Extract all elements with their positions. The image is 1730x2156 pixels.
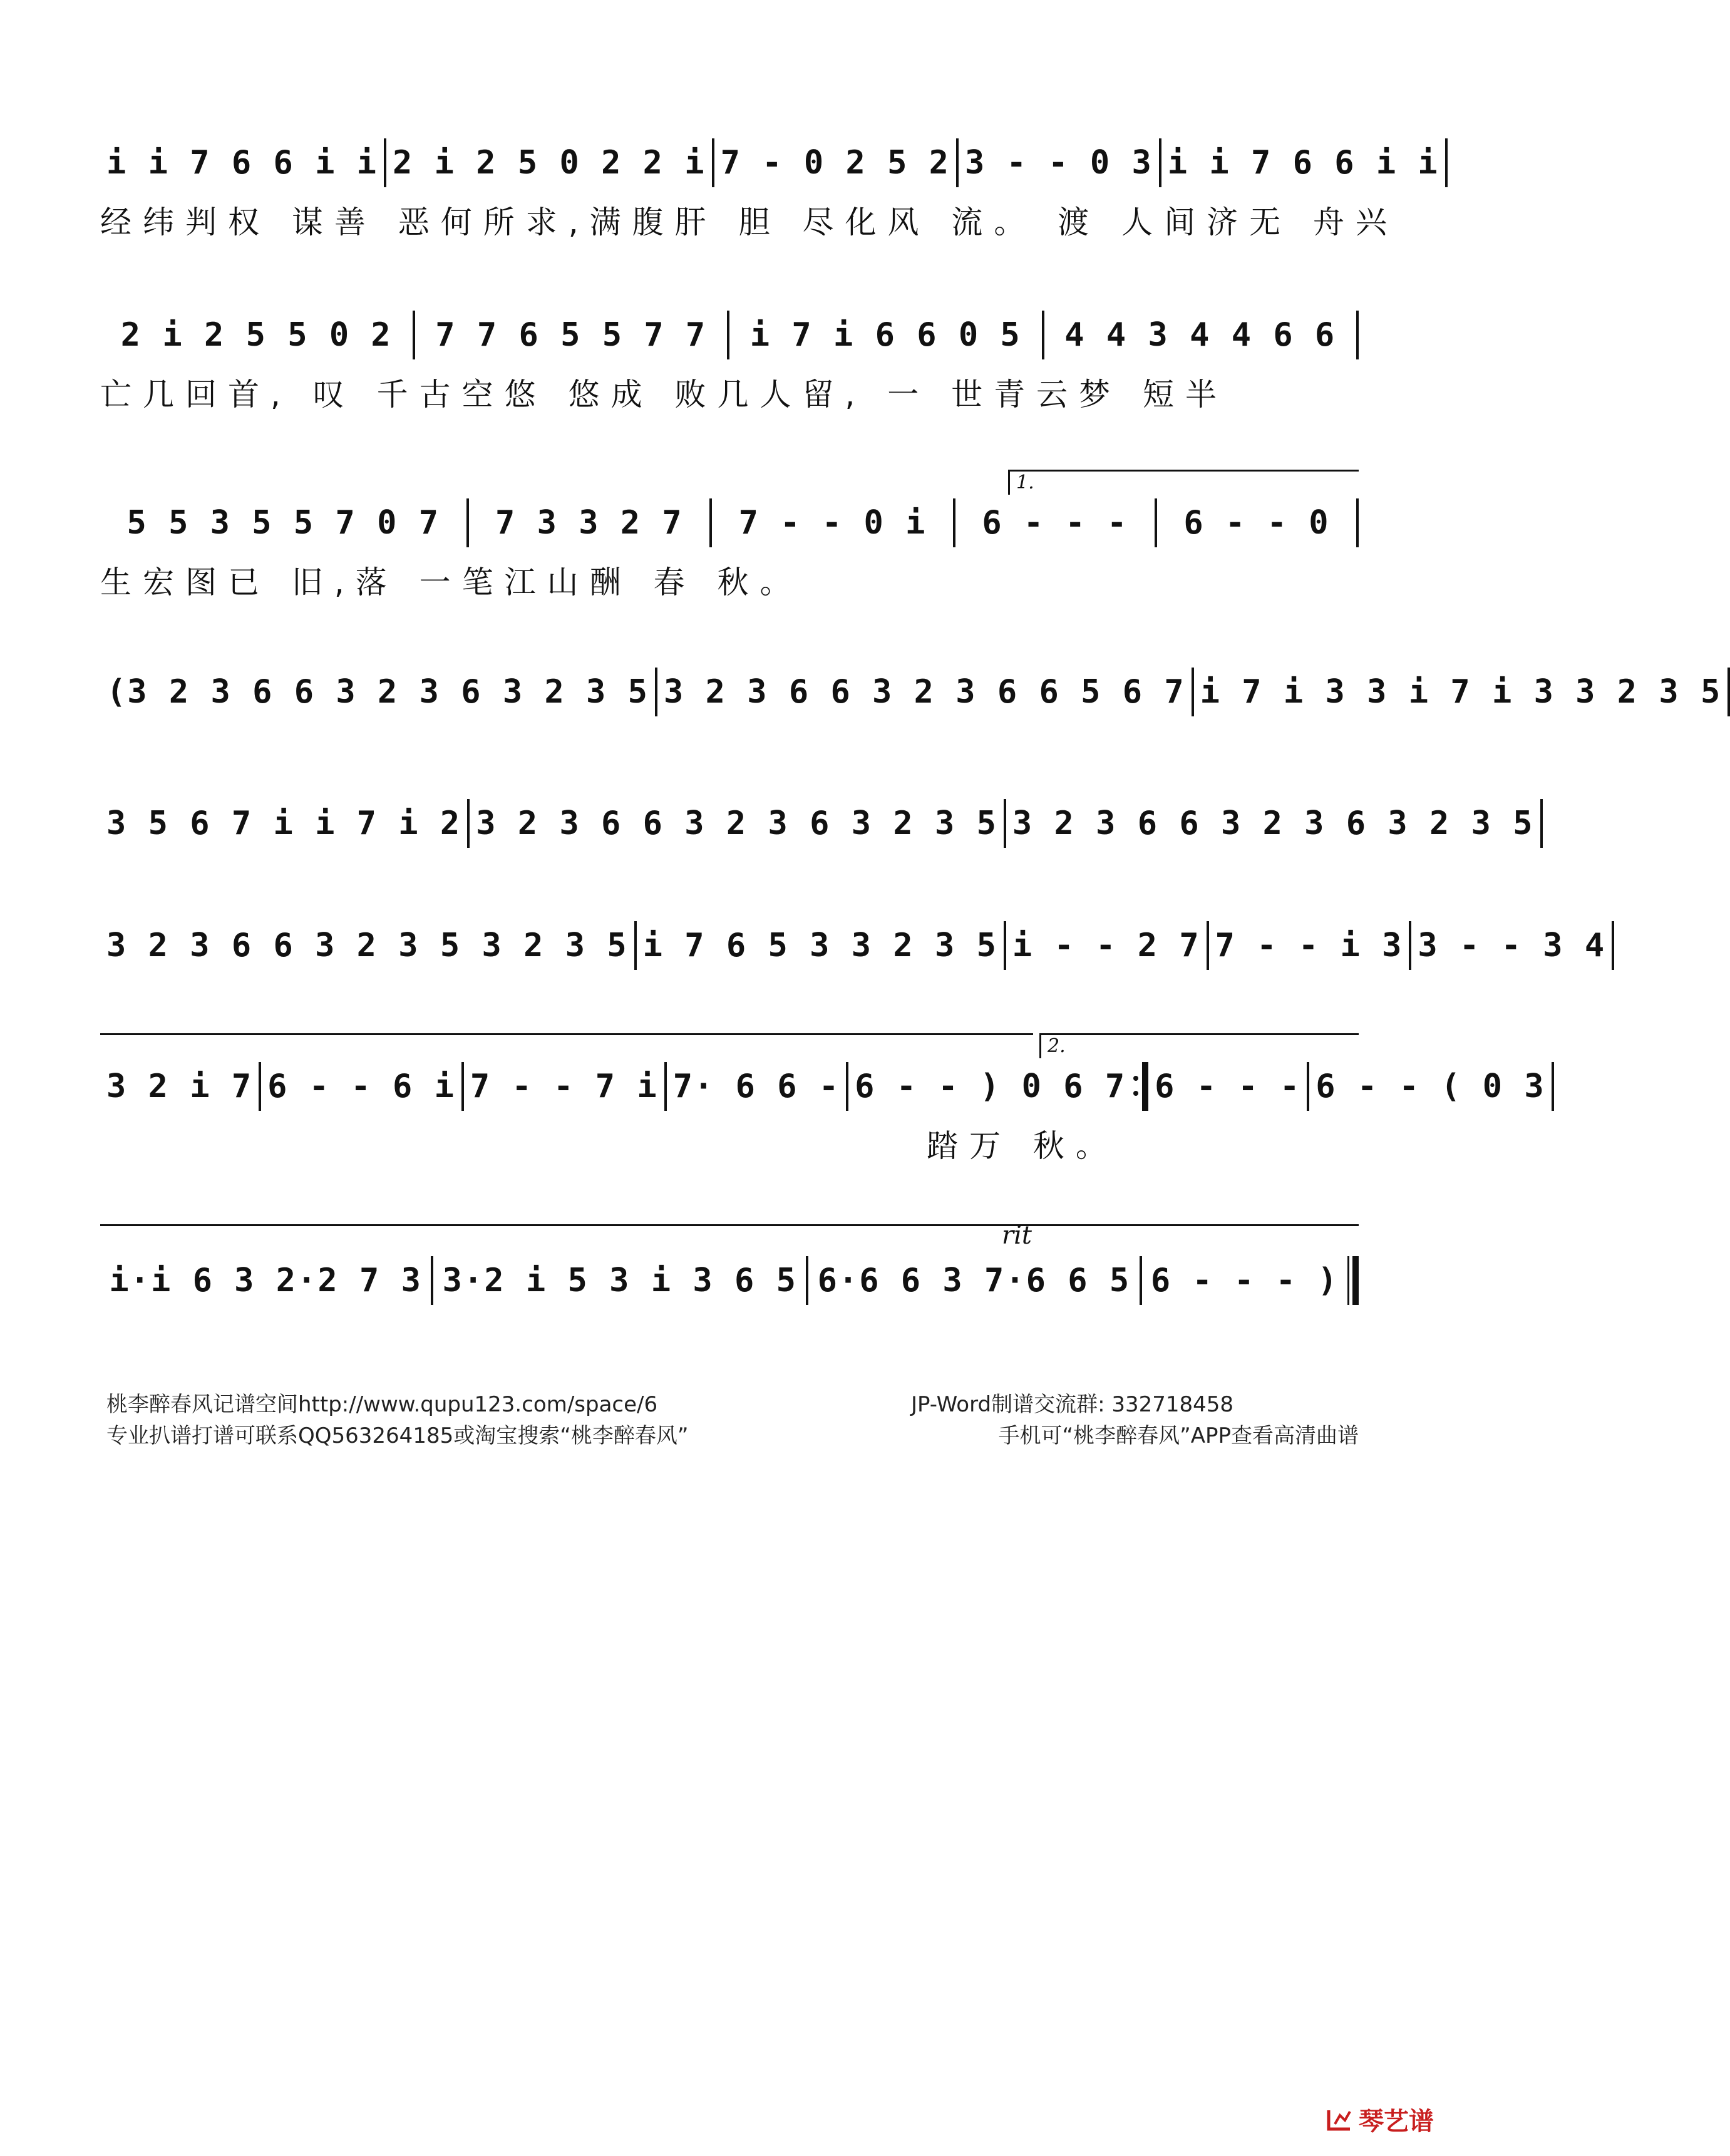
measure: 6 - - 0	[1183, 504, 1330, 542]
measure: 6 - - -	[1155, 1068, 1301, 1105]
measure: 3 2 i 7	[106, 1068, 253, 1105]
footer-group-line: JP-Word制谱交流群: 332718458	[911, 1392, 1234, 1417]
measure: (3 2 3 6 6 3 2 3 6 3 2 3 5	[106, 673, 649, 711]
measure: i i 7 6 6 i i	[106, 144, 378, 182]
barline	[1356, 498, 1359, 547]
measure: 7 - - 7 i	[470, 1068, 658, 1105]
measure: 6 - - ( 0 3	[1316, 1068, 1545, 1105]
notation-row	[100, 795, 1534, 852]
measure: i 7 6 5 3 3 2 3 5	[642, 927, 997, 964]
footer-app-line: 手机可“桃李醉春风”APP查看高清曲谱	[998, 1423, 1359, 1448]
measure: 7 7 6 5 5 7 7	[435, 316, 707, 354]
measure: i·i 6 3 2·2 7 3	[109, 1262, 422, 1299]
measure: 5 5 3 5 5 7 0 7	[126, 504, 440, 542]
barline	[1540, 799, 1543, 848]
qinyipu-logo-icon	[1325, 2105, 1354, 2134]
volta-bracket-1: 1.	[1008, 470, 1359, 495]
barline	[1552, 1062, 1554, 1111]
lyrics-line: 亡几回首, 叹 千古空悠 悠成 败几人留, 一 世青云梦 短半	[100, 376, 1228, 413]
notation-row	[100, 917, 1606, 974]
measure: 3 - - 3 4	[1418, 927, 1606, 964]
system-top-rule	[100, 1033, 1033, 1035]
measure: 3 2 3 6 6 3 2 3 6 3 2 3 5	[476, 805, 997, 842]
lyrics-line: 经纬判权 谋善 恶何所求,满腹肝 胆 尽化风 流。 渡 人间济无 舟兴	[100, 204, 1399, 240]
measure: 6 - - - )	[1150, 1262, 1339, 1299]
measure: 3 2 3 6 6 3 2 3 6 6 5 6 7	[663, 673, 1185, 711]
barline	[1727, 668, 1730, 716]
final-barline	[1347, 1256, 1359, 1305]
notation-row	[100, 307, 1359, 363]
notation-row	[100, 664, 1722, 720]
measure: 7 - - i 3	[1215, 927, 1403, 964]
footer-credit-line-1: 桃李醉春风记谱空间http://www.qupu123.com/space/6	[106, 1392, 658, 1417]
barline	[1445, 138, 1448, 187]
notation-row	[100, 1252, 1359, 1309]
measure: 2 i 2 5 5 0 2	[120, 316, 392, 354]
system-top-rule	[100, 1224, 1359, 1226]
notation-row	[100, 135, 1439, 191]
notation-row	[100, 495, 1359, 551]
measure: i i 7 6 6 i i	[1167, 144, 1439, 182]
footer-credit-line-2: 专业扒谱打谱可联系QQ563264185或淘宝搜索“桃李醉春风”	[106, 1423, 689, 1448]
barline	[1612, 921, 1614, 970]
measure: 6 - - ) 0 6 7	[855, 1068, 1126, 1105]
measure: 6·6 6 3 7·6 6 5	[817, 1262, 1131, 1299]
site-logo	[1325, 2102, 1434, 2137]
measure: 7 - - 0 i	[738, 504, 927, 542]
logo-text: 琴艺谱	[1359, 2107, 1434, 2136]
measure: i 7 i 3 3 i 7 i 3 3 2 3 5	[1200, 673, 1722, 711]
measure: 7· 6 6 -	[672, 1068, 840, 1105]
measure: 6 - - 6 i	[267, 1068, 455, 1105]
measure: 2 i 2 5 0 2 2 i	[393, 144, 706, 182]
repeat-end-barline	[1132, 1062, 1148, 1111]
measure: 3 5 6 7 i i 7 i 2	[106, 805, 461, 842]
measure: 7 - 0 2 5 2	[720, 144, 950, 182]
measure: i 7 i 6 6 0 5	[749, 316, 1021, 354]
lyrics-line: 生宏图已 旧,落 一笔江山酬 春 秋。	[100, 564, 803, 601]
measure: 3·2 i 5 3 i 3 6 5	[442, 1262, 797, 1299]
volta-bracket-2: 2.	[1039, 1033, 1359, 1058]
barline	[1356, 311, 1359, 359]
measure: i - - 2 7	[1012, 927, 1200, 964]
measure: 4 4 3 4 4 6 6	[1064, 316, 1336, 354]
tempo-marking: rit	[1002, 1221, 1032, 1250]
measure: 6 - - -	[982, 504, 1128, 542]
measure: 3 - - 0 3	[964, 144, 1153, 182]
lyrics-line: 踏万 秋。	[927, 1128, 1118, 1164]
notation-row	[100, 1058, 1545, 1115]
measure: 7 3 3 2 7	[495, 504, 683, 542]
measure: 3 2 3 6 6 3 2 3 5 3 2 3 5	[106, 927, 628, 964]
measure: 3 2 3 6 6 3 2 3 6 3 2 3 5	[1012, 805, 1534, 842]
